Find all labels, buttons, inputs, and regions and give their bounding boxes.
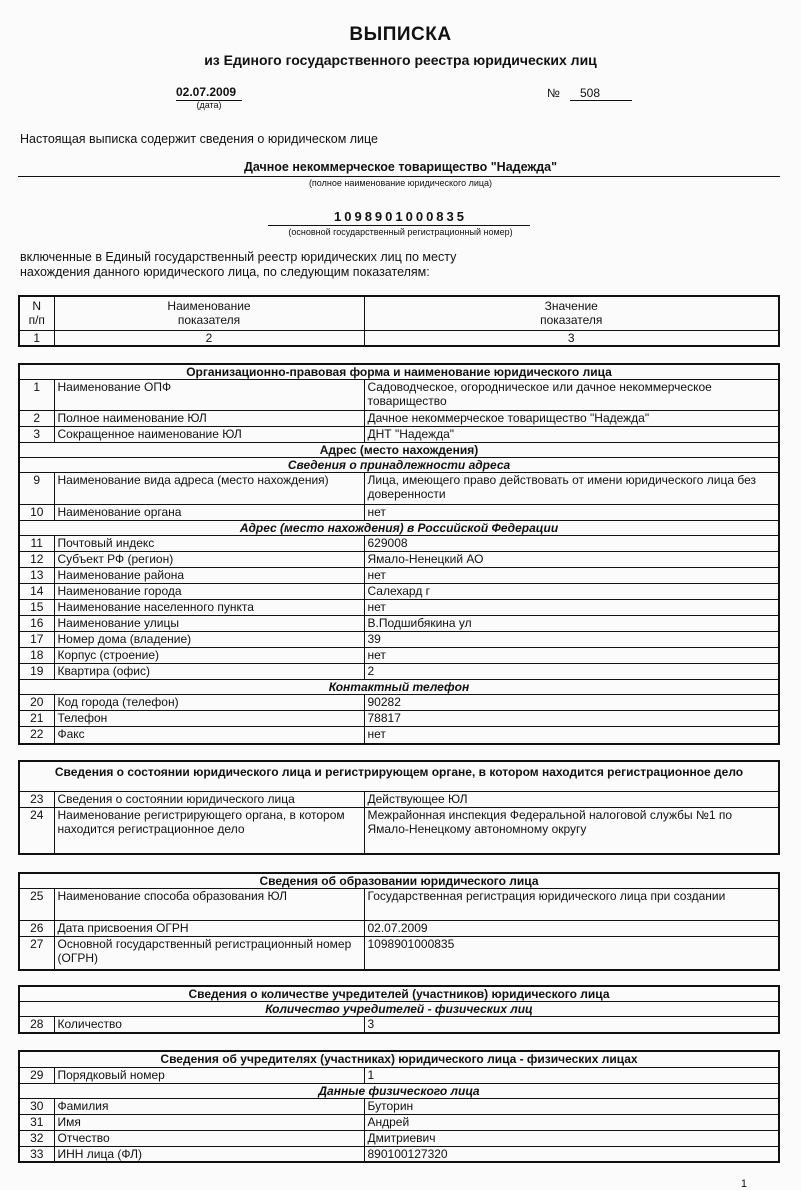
row-number: 21 — [19, 711, 54, 727]
row-indicator-name: ИНН лица (ФЛ) — [54, 1146, 364, 1162]
row-indicator-value: Лица, имеющего право действовать от имени юридического лица без доверенности — [364, 473, 779, 505]
row-number: 29 — [19, 1067, 54, 1083]
row-number: 13 — [19, 568, 54, 584]
section-subheader: Данные физического лица — [19, 1083, 779, 1098]
intro-text: Настоящая выписка содержит сведения о юридическом лице — [20, 132, 379, 146]
row-indicator-name: Основной государственный регистрационный номер (ОГРН) — [54, 937, 364, 970]
document-title: ВЫПИСКА — [349, 24, 452, 45]
row-indicator-name: Почтовый индекс — [54, 536, 364, 552]
table-row — [19, 427, 779, 443]
table-row — [19, 632, 779, 648]
table-row — [19, 380, 779, 411]
row-indicator-value: Садоводческое, огородническое или дачное некоммерческое товарищество — [364, 380, 779, 411]
row-indicator-value: нет — [364, 727, 779, 744]
col-value-header: Значение показателя — [364, 296, 779, 330]
section-header: Сведения об учредителях (участниках) юридического лица - физических лицах — [19, 1051, 779, 1067]
col-number-header: N п/п — [19, 296, 54, 330]
intro2-line2: нахождения данного юридического лица, по следующим показателям: — [20, 265, 430, 279]
intro2-line1: включенные в Единый государственный реестр юридических лиц по месту — [20, 250, 457, 264]
row-indicator-name: Полное наименование ЮЛ — [54, 411, 364, 427]
row-indicator-value: 1 — [364, 1067, 779, 1083]
section-founders-individuals — [18, 1050, 780, 1163]
ogrn-underline — [268, 225, 530, 226]
row-indicator-value: 02.07.2009 — [364, 921, 779, 937]
row-indicator-name: Наименование города — [54, 584, 364, 600]
row-number: 1 — [19, 380, 54, 411]
address-subheader: Сведения о принадлежности адреса — [19, 458, 779, 473]
ogrn-value: 1098901000835 — [334, 209, 467, 224]
row-indicator-value: Государственная регистрация юридического лица при создании — [364, 889, 779, 921]
table-row — [19, 1067, 779, 1083]
row-number: 25 — [19, 889, 54, 921]
row-indicator-value: Андрей — [364, 1114, 779, 1130]
row-number: 22 — [19, 727, 54, 744]
row-indicator-name: Наименование органа — [54, 505, 364, 521]
section-formation — [18, 872, 780, 971]
row-number: 17 — [19, 632, 54, 648]
table-row — [19, 921, 779, 937]
table-row — [19, 411, 779, 427]
section-status-registration — [18, 760, 780, 855]
table-row — [19, 552, 779, 568]
col-index-1: 1 — [19, 330, 54, 346]
table-row — [19, 1017, 779, 1033]
page-number: 1 — [740, 1178, 747, 1190]
table-row — [19, 889, 779, 921]
table-row — [19, 1114, 779, 1130]
row-number: 24 — [19, 807, 54, 854]
section-header: Организационно-правовая форма и наименование юридического лица — [19, 364, 779, 380]
table-row — [19, 568, 779, 584]
row-number: 27 — [19, 937, 54, 970]
number-label: № — [547, 86, 560, 100]
row-indicator-name: Телефон — [54, 711, 364, 727]
table-row — [19, 727, 779, 744]
table-row — [19, 937, 779, 970]
row-indicator-name: Наименование улицы — [54, 616, 364, 632]
row-indicator-name: Наименование населенного пункта — [54, 600, 364, 616]
col-index-2: 2 — [54, 330, 364, 346]
row-number: 28 — [19, 1017, 54, 1033]
ogrn-caption: (основной государственный регистрационный номер) — [288, 227, 513, 237]
row-indicator-name: Сокращенное наименование ЮЛ — [54, 427, 364, 443]
table-row — [19, 1098, 779, 1114]
row-indicator-name: Наименование ОПФ — [54, 380, 364, 411]
row-indicator-value: 39 — [364, 632, 779, 648]
row-indicator-name: Наименование района — [54, 568, 364, 584]
table-row — [19, 1146, 779, 1162]
row-number: 30 — [19, 1098, 54, 1114]
row-indicator-value: 90282 — [364, 695, 779, 711]
row-indicator-value: В.Подшибякина ул — [364, 616, 779, 632]
col-index-3: 3 — [364, 330, 779, 346]
row-indicator-value: 78817 — [364, 711, 779, 727]
intro2-text — [20, 250, 456, 280]
column-header-table — [18, 295, 780, 347]
table-row — [19, 648, 779, 664]
table-row — [19, 505, 779, 521]
row-indicator-name: Наименование регистрирующего органа, в котором находится регистрационное дело — [54, 807, 364, 854]
row-indicator-value: Действующее ЮЛ — [364, 791, 779, 807]
org-name-underline — [18, 176, 780, 177]
table-row — [19, 807, 779, 854]
number-underline — [570, 100, 632, 101]
section-founders-count — [18, 985, 780, 1034]
table-row — [19, 711, 779, 727]
table-row — [19, 664, 779, 680]
row-indicator-value: 890100127320 — [364, 1146, 779, 1162]
row-indicator-name: Сведения о состоянии юридического лица — [54, 791, 364, 807]
row-number: 10 — [19, 505, 54, 521]
row-indicator-name: Корпус (строение) — [54, 648, 364, 664]
row-indicator-name: Квартира (офис) — [54, 664, 364, 680]
section-header: Сведения об образовании юридического лица — [19, 873, 779, 889]
row-indicator-name: Субъект РФ (регион) — [54, 552, 364, 568]
row-number: 3 — [19, 427, 54, 443]
document-subtitle: из Единого государственного реестра юридических лиц — [204, 52, 597, 68]
row-indicator-name: Наименование вида адреса (место нахождения) — [54, 473, 364, 505]
row-indicator-name: Отчество — [54, 1130, 364, 1146]
row-indicator-value: Ямало-Ненецкий АО — [364, 552, 779, 568]
row-indicator-name: Фамилия — [54, 1098, 364, 1114]
row-indicator-name: Код города (телефон) — [54, 695, 364, 711]
row-indicator-value: 3 — [364, 1017, 779, 1033]
row-number: 20 — [19, 695, 54, 711]
row-number: 19 — [19, 664, 54, 680]
row-indicator-name: Факс — [54, 727, 364, 744]
document-number: 508 — [580, 86, 601, 100]
row-indicator-value: нет — [364, 505, 779, 521]
row-indicator-name: Номер дома (владение) — [54, 632, 364, 648]
org-full-name: Дачное некоммерческое товарищество "Надежда" — [243, 160, 558, 174]
row-number: 32 — [19, 1130, 54, 1146]
row-number: 16 — [19, 616, 54, 632]
row-indicator-value: Дмитриевич — [364, 1130, 779, 1146]
row-indicator-value: нет — [364, 648, 779, 664]
address-header: Адрес (место нахождения) — [19, 443, 779, 458]
row-indicator-value: Дачное некоммерческое товарищество "Надежда" — [364, 411, 779, 427]
table-row — [19, 616, 779, 632]
address-rf-subheader: Адрес (место нахождения) в Российской Федерации — [19, 521, 779, 536]
col-name-header: Наименование показателя — [54, 296, 364, 330]
row-number: 12 — [19, 552, 54, 568]
row-number: 33 — [19, 1146, 54, 1162]
row-number: 14 — [19, 584, 54, 600]
row-indicator-value: 2 — [364, 664, 779, 680]
row-indicator-name: Наименование способа образования ЮЛ — [54, 889, 364, 921]
table-row — [19, 695, 779, 711]
row-indicator-name: Количество — [54, 1017, 364, 1033]
section-header: Сведения о состоянии юридического лица и регистрирующем органе, в котором находится регистрационное дело — [19, 761, 779, 791]
row-number: 2 — [19, 411, 54, 427]
section-header: Сведения о количестве учредителей (участников) юридического лица — [19, 986, 779, 1002]
table-row — [19, 584, 779, 600]
row-number: 18 — [19, 648, 54, 664]
table-row — [19, 791, 779, 807]
table-row — [19, 473, 779, 505]
table-row — [19, 536, 779, 552]
row-indicator-value: 1098901000835 — [364, 937, 779, 970]
row-number: 23 — [19, 791, 54, 807]
row-indicator-value: нет — [364, 568, 779, 584]
org-name-caption: (полное наименование юридического лица) — [308, 178, 493, 188]
date-caption: (дата) — [196, 100, 222, 110]
section-legal-form-address — [18, 363, 780, 745]
row-number: 15 — [19, 600, 54, 616]
row-number: 26 — [19, 921, 54, 937]
row-indicator-value: ДНТ "Надежда" — [364, 427, 779, 443]
row-number: 9 — [19, 473, 54, 505]
row-indicator-name: Имя — [54, 1114, 364, 1130]
phone-subheader: Контактный телефон — [19, 680, 779, 695]
row-indicator-value: нет — [364, 600, 779, 616]
row-number: 11 — [19, 536, 54, 552]
row-indicator-value: Буторин — [364, 1098, 779, 1114]
document-date: 02.07.2009 — [176, 85, 237, 99]
row-indicator-name: Порядковый номер — [54, 1067, 364, 1083]
row-indicator-value: Межрайонная инспекция Федеральной налоговой службы №1 по Ямало-Ненецкому автономному округу — [364, 807, 779, 854]
row-indicator-value: Салехард г — [364, 584, 779, 600]
section-subheader: Количество учредителей - физических лиц — [19, 1002, 779, 1017]
table-row — [19, 600, 779, 616]
row-number: 31 — [19, 1114, 54, 1130]
table-row — [19, 1130, 779, 1146]
row-indicator-value: 629008 — [364, 536, 779, 552]
row-indicator-name: Дата присвоения ОГРН — [54, 921, 364, 937]
